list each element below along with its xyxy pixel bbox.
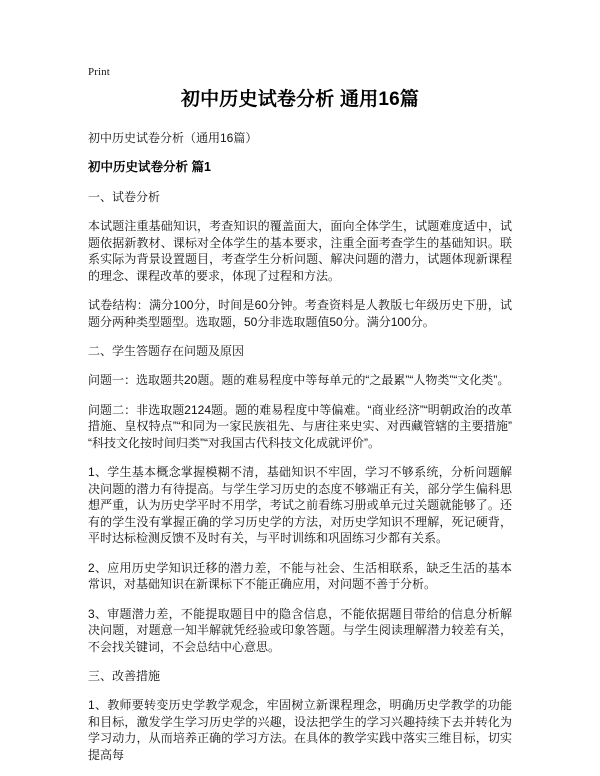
- paragraph: 2、应用历史学知识迁移的潜力差，不能与社会、生活相联系，缺乏生活的基本常识，对基础知识在新课标下不能正确应用，对问题不善于分析。: [88, 560, 512, 591]
- section-heading-1: 一、试卷分析: [88, 190, 161, 204]
- paragraph: 问题二：非选取题2124题。题的难易程度中等偏难。“商业经济”“明朝政治的改革措施、皇权特点”“和同为一家民族祖先、与唐往来史实、对西藏管辖的主要措施”“科技文化按时间归类”“对我国古代科技文化成就评价”。: [88, 402, 512, 450]
- section-heading-2: 二、学生答题存在问题及原因: [88, 344, 245, 358]
- paragraph: 3、审题潜力差，不能提取题目中的隐含信息，不能依据题目带给的信息分析解决问题，对题意一知半解就凭经验或印象答题。与学生阅读理解潜力较差有关，不会找关键词，不会总结中心意思。: [88, 606, 512, 654]
- section-heading-3: 三、改善措施: [88, 669, 161, 683]
- print-bar: [88, 64, 110, 78]
- document-content: [88, 88, 512, 763]
- paragraph: 1、学生基本概念掌握模糊不清，基础知识不牢固，学习不够系统，分析问题解决问题的潜力有待提高。与学生学习历史的态度不够端正有关，部分学生偏科思想严重，认为历史学平时不用学，考试之前看练习册或单元过关题就能够了。还有的学生没有掌握正确的学习历史学的方法，对历史学知识不理解，死记硬背，平时达标检测反馈不及时有关，与平时训练和巩固练习少都有关系。: [88, 465, 512, 545]
- paragraph: 本试题注重基础知识，考查知识的覆盖面大，面向全体学生，试题难度适中，试题依据新教材、课标对全体学生的基本要求，注重全面考查学生的基础知识。联系实际为背景设置题目，考查学生分析问题、解决问题的潜力，试题体现新课程的理念、课程改革的要求，体现了过程和方法。: [88, 219, 512, 283]
- paragraph: 问题一：选取题共20题。题的难易程度中等每单元的“之最累”“人物类”“文化类”。: [88, 373, 510, 387]
- paragraph: 试卷结构：满分100分，时间是60分钟。考查资料是人教版七年级历史下册，试题分两种类型题型。选取题，50分非选取题值50分。满分100分。: [88, 298, 512, 329]
- article-heading: 初中历史试卷分析 篇1: [88, 160, 211, 174]
- page-title: 初中历史试卷分析 通用16篇: [180, 89, 420, 110]
- print-link[interactable]: Print: [88, 66, 110, 78]
- document-subtitle: 初中历史试卷分析（通用16篇）: [88, 131, 258, 145]
- paragraph: 1、教师要转变历史学教学观念，牢固树立新课程理念，明确历史学教学的功能和目标，激发学生学习历史学的兴趣，设法把学生的学习兴趣持续下去并转化为学习动力，从而培养正确的学习方法。在具体的教学实践中落实三维目标，切实提高每: [88, 698, 512, 762]
